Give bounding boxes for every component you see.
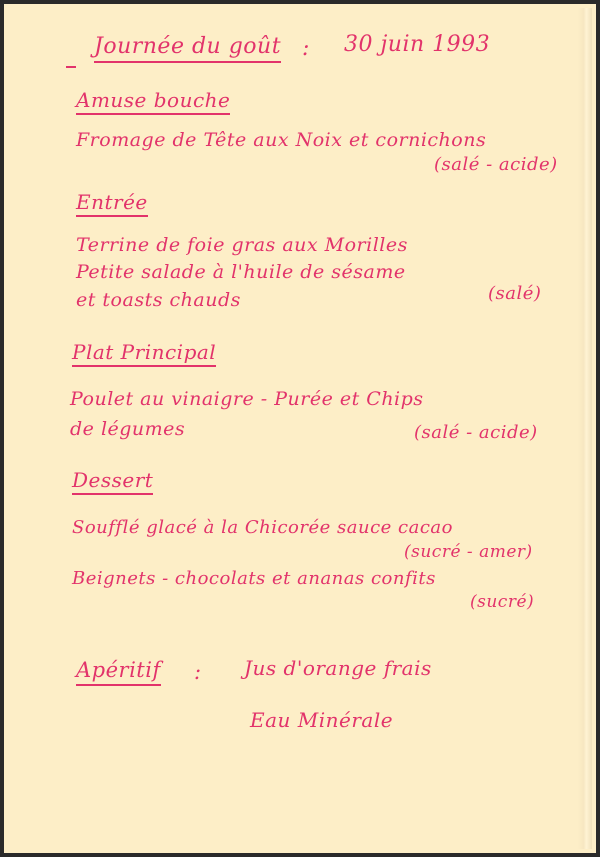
aperitif-separator: : xyxy=(194,660,202,684)
dessert-taste-2: (sucré) xyxy=(470,592,535,612)
section-heading-amuse-bouche xyxy=(76,90,230,115)
plat-principal-taste: (salé - acide) xyxy=(414,422,538,443)
amuse-bouche-line-1: Fromage de Tête aux Noix et cornichons xyxy=(76,129,487,151)
entree-taste: (salé) xyxy=(488,283,542,304)
aperitif-line-2: Eau Minérale xyxy=(250,708,394,732)
entree-heading-text: Entrée xyxy=(76,192,148,217)
section-heading-entree xyxy=(76,192,148,217)
section-heading-aperitif xyxy=(76,660,161,686)
aperitif-heading-text: Apéritif xyxy=(76,660,161,686)
plat-principal-line-1: Poulet au vinaigre - Purée et Chips xyxy=(70,388,424,410)
menu-date: 30 juin 1993 xyxy=(344,32,491,57)
title-label: Journée du goût xyxy=(94,36,281,63)
plat-principal-heading-text: Plat Principal xyxy=(72,342,216,367)
entree-line-1: Terrine de foie gras aux Morilles xyxy=(76,234,408,256)
dessert-line-2: Beignets - chocolats et ananas confits xyxy=(72,568,436,589)
entree-line-2: Petite salade à l'huile de sésame xyxy=(76,261,406,283)
amuse-bouche-taste: (salé - acide) xyxy=(434,154,558,175)
title-separator: : xyxy=(302,36,310,61)
entree-line-3: et toasts chauds xyxy=(76,289,241,311)
section-heading-dessert xyxy=(72,470,153,495)
dessert-taste-1: (sucré - amer) xyxy=(404,542,533,562)
menu-title xyxy=(94,36,281,63)
aperitif-line-1: Jus d'orange frais xyxy=(244,656,432,680)
section-heading-plat-principal xyxy=(72,342,216,367)
paper-stack-edge xyxy=(578,8,592,849)
plat-principal-line-2: de légumes xyxy=(70,418,186,440)
amuse-bouche-heading-text: Amuse bouche xyxy=(76,90,230,115)
title-dash xyxy=(66,66,76,68)
dessert-line-1: Soufflé glacé à la Chicorée sauce cacao xyxy=(72,517,453,538)
dessert-heading-text: Dessert xyxy=(72,470,153,495)
